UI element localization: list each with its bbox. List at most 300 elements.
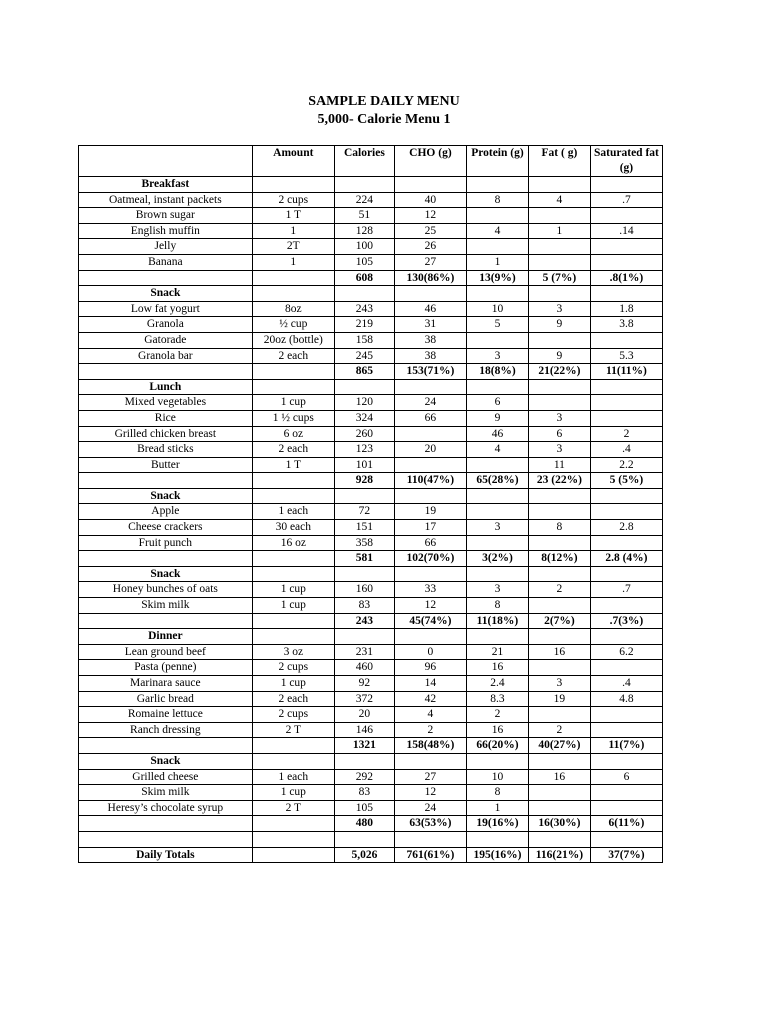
- cell-protein: 8: [466, 192, 528, 208]
- cell-cho: [394, 426, 466, 442]
- cell-fat: 4: [528, 192, 590, 208]
- cell-saturated-fat: [590, 286, 662, 302]
- cell-cho: 761(61%): [394, 847, 466, 863]
- table-row: [79, 317, 663, 333]
- table-row: [79, 504, 663, 520]
- cell-saturated-fat: [590, 239, 662, 255]
- cell-fat: 21(22%): [528, 364, 590, 380]
- cell-saturated-fat: [590, 831, 662, 847]
- cell-amount: [252, 847, 334, 863]
- cell-item: Skim milk: [79, 598, 253, 614]
- cell-protein: [466, 831, 528, 847]
- cell-fat: 6: [528, 426, 590, 442]
- cell-item: [79, 613, 253, 629]
- cell-cho: [394, 379, 466, 395]
- cell-saturated-fat: 2.2: [590, 457, 662, 473]
- cell-calories: 83: [334, 785, 394, 801]
- cell-calories: 5,026: [334, 847, 394, 863]
- cell-calories: 865: [334, 364, 394, 380]
- cell-saturated-fat: [590, 800, 662, 816]
- cell-item: Jelly: [79, 239, 253, 255]
- cell-fat: 3: [528, 410, 590, 426]
- cell-amount: [252, 488, 334, 504]
- cell-amount: [252, 566, 334, 582]
- cell-protein: [466, 177, 528, 193]
- cell-saturated-fat: [590, 722, 662, 738]
- cell-amount: 30 each: [252, 520, 334, 536]
- cell-cho: [394, 566, 466, 582]
- cell-cho: [394, 457, 466, 473]
- cell-amount: 2 cups: [252, 660, 334, 676]
- cell-protein: 2: [466, 707, 528, 723]
- table-row-subtotal: [79, 473, 663, 489]
- cell-calories: 358: [334, 535, 394, 551]
- cell-calories: [334, 753, 394, 769]
- cell-fat: 3: [528, 676, 590, 692]
- cell-fat: [528, 239, 590, 255]
- cell-protein: 6: [466, 395, 528, 411]
- cell-fat: [528, 379, 590, 395]
- cell-protein: [466, 208, 528, 224]
- cell-amount: 2 each: [252, 348, 334, 364]
- cell-cho: 31: [394, 317, 466, 333]
- cell-fat: [528, 707, 590, 723]
- table-row: [79, 598, 663, 614]
- cell-calories: [334, 286, 394, 302]
- cell-fat: 8: [528, 520, 590, 536]
- cell-item: Ranch dressing: [79, 722, 253, 738]
- cell-cho: 0: [394, 644, 466, 660]
- cell-saturated-fat: 6.2: [590, 644, 662, 660]
- cell-saturated-fat: [590, 177, 662, 193]
- header-row: [79, 146, 663, 177]
- cell-calories: 120: [334, 395, 394, 411]
- cell-amount: 1 cup: [252, 598, 334, 614]
- cell-protein: 195(16%): [466, 847, 528, 863]
- cell-saturated-fat: [590, 660, 662, 676]
- cell-amount: 2 each: [252, 442, 334, 458]
- cell-item: Grilled chicken breast: [79, 426, 253, 442]
- cell-amount: 2 cups: [252, 192, 334, 208]
- table-row-subtotal: [79, 551, 663, 567]
- cell-calories: [334, 379, 394, 395]
- cell-amount: [252, 286, 334, 302]
- cell-amount: 2 cups: [252, 707, 334, 723]
- table-row: [79, 722, 663, 738]
- cell-item: Cheese crackers: [79, 520, 253, 536]
- cell-cho: 20: [394, 442, 466, 458]
- cell-amount: [252, 551, 334, 567]
- cell-calories: 146: [334, 722, 394, 738]
- cell-fat: 2: [528, 582, 590, 598]
- cell-item: Lean ground beef: [79, 644, 253, 660]
- cell-calories: 928: [334, 473, 394, 489]
- cell-saturated-fat: [590, 410, 662, 426]
- cell-cho: [394, 177, 466, 193]
- cell-item: Pasta (penne): [79, 660, 253, 676]
- cell-saturated-fat: [590, 753, 662, 769]
- cell-item: Banana: [79, 254, 253, 270]
- cell-item: Skim milk: [79, 785, 253, 801]
- cell-fat: [528, 535, 590, 551]
- cell-cho: 27: [394, 769, 466, 785]
- cell-amount: 2 each: [252, 691, 334, 707]
- table-row-subtotal: [79, 613, 663, 629]
- cell-saturated-fat: 6(11%): [590, 816, 662, 832]
- cell-cho: 17: [394, 520, 466, 536]
- cell-protein: 4: [466, 442, 528, 458]
- cell-cho: 38: [394, 332, 466, 348]
- cell-fat: 16(30%): [528, 816, 590, 832]
- cell-protein: [466, 332, 528, 348]
- cell-protein: [466, 535, 528, 551]
- cell-fat: 16: [528, 644, 590, 660]
- cell-fat: [528, 504, 590, 520]
- cell-calories: 260: [334, 426, 394, 442]
- cell-cho: 33: [394, 582, 466, 598]
- table-row: [79, 785, 663, 801]
- cell-item: Granola: [79, 317, 253, 333]
- cell-protein: 10: [466, 769, 528, 785]
- cell-calories: [334, 488, 394, 504]
- cell-fat: [528, 208, 590, 224]
- cell-amount: 1 ½ cups: [252, 410, 334, 426]
- table-row: [79, 847, 663, 863]
- header-cell-item: [79, 146, 253, 177]
- cell-cho: 102(70%): [394, 551, 466, 567]
- cell-cho: 46: [394, 301, 466, 317]
- cell-cho: 110(47%): [394, 473, 466, 489]
- cell-saturated-fat: .7: [590, 192, 662, 208]
- cell-item: Marinara sauce: [79, 676, 253, 692]
- cell-item: [79, 473, 253, 489]
- cell-cho: [394, 286, 466, 302]
- cell-cho: 4: [394, 707, 466, 723]
- cell-item: Snack: [79, 286, 253, 302]
- cell-protein: 4: [466, 223, 528, 239]
- cell-amount: 1 cup: [252, 785, 334, 801]
- cell-amount: 2T: [252, 239, 334, 255]
- cell-amount: [252, 379, 334, 395]
- cell-protein: 10: [466, 301, 528, 317]
- cell-item: Dinner: [79, 629, 253, 645]
- cell-cho: 130(86%): [394, 270, 466, 286]
- table-row: [79, 691, 663, 707]
- cell-calories: 480: [334, 816, 394, 832]
- cell-item: Rice: [79, 410, 253, 426]
- cell-calories: 243: [334, 613, 394, 629]
- cell-cho: 66: [394, 410, 466, 426]
- cell-saturated-fat: 3.8: [590, 317, 662, 333]
- table-row-subtotal: [79, 816, 663, 832]
- cell-protein: 5: [466, 317, 528, 333]
- table-row: [79, 395, 663, 411]
- cell-calories: 292: [334, 769, 394, 785]
- cell-calories: 1321: [334, 738, 394, 754]
- cell-amount: 1 each: [252, 504, 334, 520]
- cell-fat: 3: [528, 301, 590, 317]
- cell-cho: 63(53%): [394, 816, 466, 832]
- cell-cho: 25: [394, 223, 466, 239]
- cell-amount: 1: [252, 223, 334, 239]
- cell-cho: 66: [394, 535, 466, 551]
- cell-cho: 42: [394, 691, 466, 707]
- cell-saturated-fat: 11(11%): [590, 364, 662, 380]
- cell-cho: 12: [394, 208, 466, 224]
- table-row: [79, 831, 663, 847]
- cell-saturated-fat: [590, 566, 662, 582]
- table-row: [79, 223, 663, 239]
- cell-saturated-fat: [590, 629, 662, 645]
- cell-calories: 243: [334, 301, 394, 317]
- cell-cho: 14: [394, 676, 466, 692]
- table-row: [79, 800, 663, 816]
- table-row: [79, 629, 663, 645]
- table-row: [79, 442, 663, 458]
- cell-cho: 12: [394, 785, 466, 801]
- cell-item: Snack: [79, 566, 253, 582]
- cell-cho: 153(71%): [394, 364, 466, 380]
- cell-calories: 581: [334, 551, 394, 567]
- menu-table: [78, 145, 663, 863]
- cell-fat: 9: [528, 348, 590, 364]
- cell-item: Low fat yogurt: [79, 301, 253, 317]
- table-row: [79, 348, 663, 364]
- cell-protein: [466, 504, 528, 520]
- cell-calories: 100: [334, 239, 394, 255]
- cell-fat: [528, 286, 590, 302]
- cell-protein: [466, 379, 528, 395]
- cell-calories: [334, 831, 394, 847]
- cell-fat: 8(12%): [528, 551, 590, 567]
- cell-calories: [334, 177, 394, 193]
- cell-calories: 219: [334, 317, 394, 333]
- cell-calories: 245: [334, 348, 394, 364]
- cell-saturated-fat: 5.3: [590, 348, 662, 364]
- cell-protein: 65(28%): [466, 473, 528, 489]
- cell-fat: [528, 831, 590, 847]
- page-title: SAMPLE DAILY MENU: [308, 94, 460, 109]
- cell-fat: [528, 629, 590, 645]
- cell-saturated-fat: 1.8: [590, 301, 662, 317]
- cell-calories: 101: [334, 457, 394, 473]
- cell-fat: [528, 753, 590, 769]
- table-row: [79, 566, 663, 582]
- cell-amount: 16 oz: [252, 535, 334, 551]
- cell-protein: 2.4: [466, 676, 528, 692]
- cell-fat: 23 (22%): [528, 473, 590, 489]
- cell-item: Snack: [79, 488, 253, 504]
- cell-protein: 3(2%): [466, 551, 528, 567]
- cell-fat: 5 (7%): [528, 270, 590, 286]
- cell-cho: 24: [394, 800, 466, 816]
- header-cell-calories: Calories: [334, 146, 394, 177]
- cell-item: Snack: [79, 753, 253, 769]
- cell-amount: 1 T: [252, 457, 334, 473]
- cell-item: Butter: [79, 457, 253, 473]
- cell-saturated-fat: [590, 504, 662, 520]
- cell-calories: 105: [334, 800, 394, 816]
- table-row: [79, 769, 663, 785]
- cell-amount: 1: [252, 254, 334, 270]
- cell-protein: 1: [466, 254, 528, 270]
- cell-saturated-fat: [590, 598, 662, 614]
- table-row: [79, 644, 663, 660]
- table-row-subtotal: [79, 738, 663, 754]
- cell-item: Romaine lettuce: [79, 707, 253, 723]
- cell-saturated-fat: .7: [590, 582, 662, 598]
- cell-item: Breakfast: [79, 177, 253, 193]
- cell-protein: [466, 488, 528, 504]
- table-row: [79, 488, 663, 504]
- cell-amount: 1 cup: [252, 582, 334, 598]
- header-cell-saturated-fat: Saturated fat (g): [590, 146, 662, 177]
- cell-fat: 16: [528, 769, 590, 785]
- table-body: [79, 177, 663, 863]
- cell-fat: [528, 332, 590, 348]
- cell-saturated-fat: .7(3%): [590, 613, 662, 629]
- cell-fat: [528, 660, 590, 676]
- cell-fat: [528, 785, 590, 801]
- cell-item: Gatorade: [79, 332, 253, 348]
- cell-fat: 9: [528, 317, 590, 333]
- cell-fat: [528, 254, 590, 270]
- cell-calories: 160: [334, 582, 394, 598]
- cell-calories: 231: [334, 644, 394, 660]
- table-row: [79, 192, 663, 208]
- cell-protein: [466, 239, 528, 255]
- cell-protein: [466, 629, 528, 645]
- cell-fat: [528, 800, 590, 816]
- cell-amount: [252, 177, 334, 193]
- cell-cho: 96: [394, 660, 466, 676]
- table-row: [79, 410, 663, 426]
- cell-cho: [394, 831, 466, 847]
- cell-item: Granola bar: [79, 348, 253, 364]
- cell-amount: 2 T: [252, 800, 334, 816]
- cell-protein: [466, 566, 528, 582]
- cell-calories: 608: [334, 270, 394, 286]
- cell-fat: 3: [528, 442, 590, 458]
- cell-amount: [252, 738, 334, 754]
- page-subtitle: 5,000- Calorie Menu 1: [317, 112, 451, 127]
- cell-fat: 116(21%): [528, 847, 590, 863]
- cell-amount: 8oz: [252, 301, 334, 317]
- cell-calories: 151: [334, 520, 394, 536]
- cell-saturated-fat: 2: [590, 426, 662, 442]
- cell-cho: 158(48%): [394, 738, 466, 754]
- cell-cho: 38: [394, 348, 466, 364]
- cell-calories: [334, 629, 394, 645]
- header-cell-protein: Protein (g): [466, 146, 528, 177]
- cell-protein: 8: [466, 785, 528, 801]
- cell-item: English muffin: [79, 223, 253, 239]
- cell-fat: 40(27%): [528, 738, 590, 754]
- cell-item: [79, 738, 253, 754]
- cell-saturated-fat: 6: [590, 769, 662, 785]
- cell-saturated-fat: [590, 208, 662, 224]
- cell-saturated-fat: [590, 379, 662, 395]
- cell-protein: 1: [466, 800, 528, 816]
- cell-protein: 11(18%): [466, 613, 528, 629]
- table-row: [79, 753, 663, 769]
- table-row: [79, 457, 663, 473]
- cell-protein: [466, 457, 528, 473]
- cell-amount: 6 oz: [252, 426, 334, 442]
- cell-cho: [394, 629, 466, 645]
- cell-protein: 3: [466, 520, 528, 536]
- cell-cho: 26: [394, 239, 466, 255]
- cell-saturated-fat: .14: [590, 223, 662, 239]
- cell-saturated-fat: 11(7%): [590, 738, 662, 754]
- table-row: [79, 177, 663, 193]
- cell-fat: [528, 488, 590, 504]
- cell-protein: 8.3: [466, 691, 528, 707]
- table-row: [79, 426, 663, 442]
- cell-amount: 20oz (bottle): [252, 332, 334, 348]
- cell-saturated-fat: [590, 707, 662, 723]
- cell-cho: 12: [394, 598, 466, 614]
- cell-cho: 24: [394, 395, 466, 411]
- cell-item: Heresy’s chocolate syrup: [79, 800, 253, 816]
- cell-amount: [252, 270, 334, 286]
- table-row: [79, 582, 663, 598]
- cell-protein: 18(8%): [466, 364, 528, 380]
- cell-item: Grilled cheese: [79, 769, 253, 785]
- cell-amount: [252, 473, 334, 489]
- cell-amount: [252, 831, 334, 847]
- cell-item: Honey bunches of oats: [79, 582, 253, 598]
- cell-item: [79, 364, 253, 380]
- cell-item: [79, 270, 253, 286]
- cell-item: Apple: [79, 504, 253, 520]
- cell-amount: [252, 816, 334, 832]
- cell-saturated-fat: [590, 395, 662, 411]
- table-row: [79, 208, 663, 224]
- cell-saturated-fat: [590, 254, 662, 270]
- cell-protein: 16: [466, 722, 528, 738]
- table-row: [79, 660, 663, 676]
- cell-protein: 3: [466, 348, 528, 364]
- cell-saturated-fat: [590, 332, 662, 348]
- cell-protein: [466, 753, 528, 769]
- cell-cho: [394, 488, 466, 504]
- cell-protein: 46: [466, 426, 528, 442]
- table-row-subtotal: [79, 364, 663, 380]
- cell-item: [79, 816, 253, 832]
- table-row: [79, 286, 663, 302]
- cell-amount: [252, 753, 334, 769]
- cell-saturated-fat: 2.8 (4%): [590, 551, 662, 567]
- cell-calories: 105: [334, 254, 394, 270]
- header-cell-cho: CHO (g): [394, 146, 466, 177]
- cell-protein: [466, 286, 528, 302]
- cell-item: Bread sticks: [79, 442, 253, 458]
- cell-amount: 1 cup: [252, 676, 334, 692]
- cell-protein: 13(9%): [466, 270, 528, 286]
- cell-saturated-fat: [590, 488, 662, 504]
- cell-item: Fruit punch: [79, 535, 253, 551]
- cell-calories: 372: [334, 691, 394, 707]
- cell-item: Garlic bread: [79, 691, 253, 707]
- table-row: [79, 301, 663, 317]
- cell-cho: 40: [394, 192, 466, 208]
- cell-protein: 19(16%): [466, 816, 528, 832]
- cell-saturated-fat: 2.8: [590, 520, 662, 536]
- cell-item: Brown sugar: [79, 208, 253, 224]
- cell-cho: 27: [394, 254, 466, 270]
- cell-protein: 21: [466, 644, 528, 660]
